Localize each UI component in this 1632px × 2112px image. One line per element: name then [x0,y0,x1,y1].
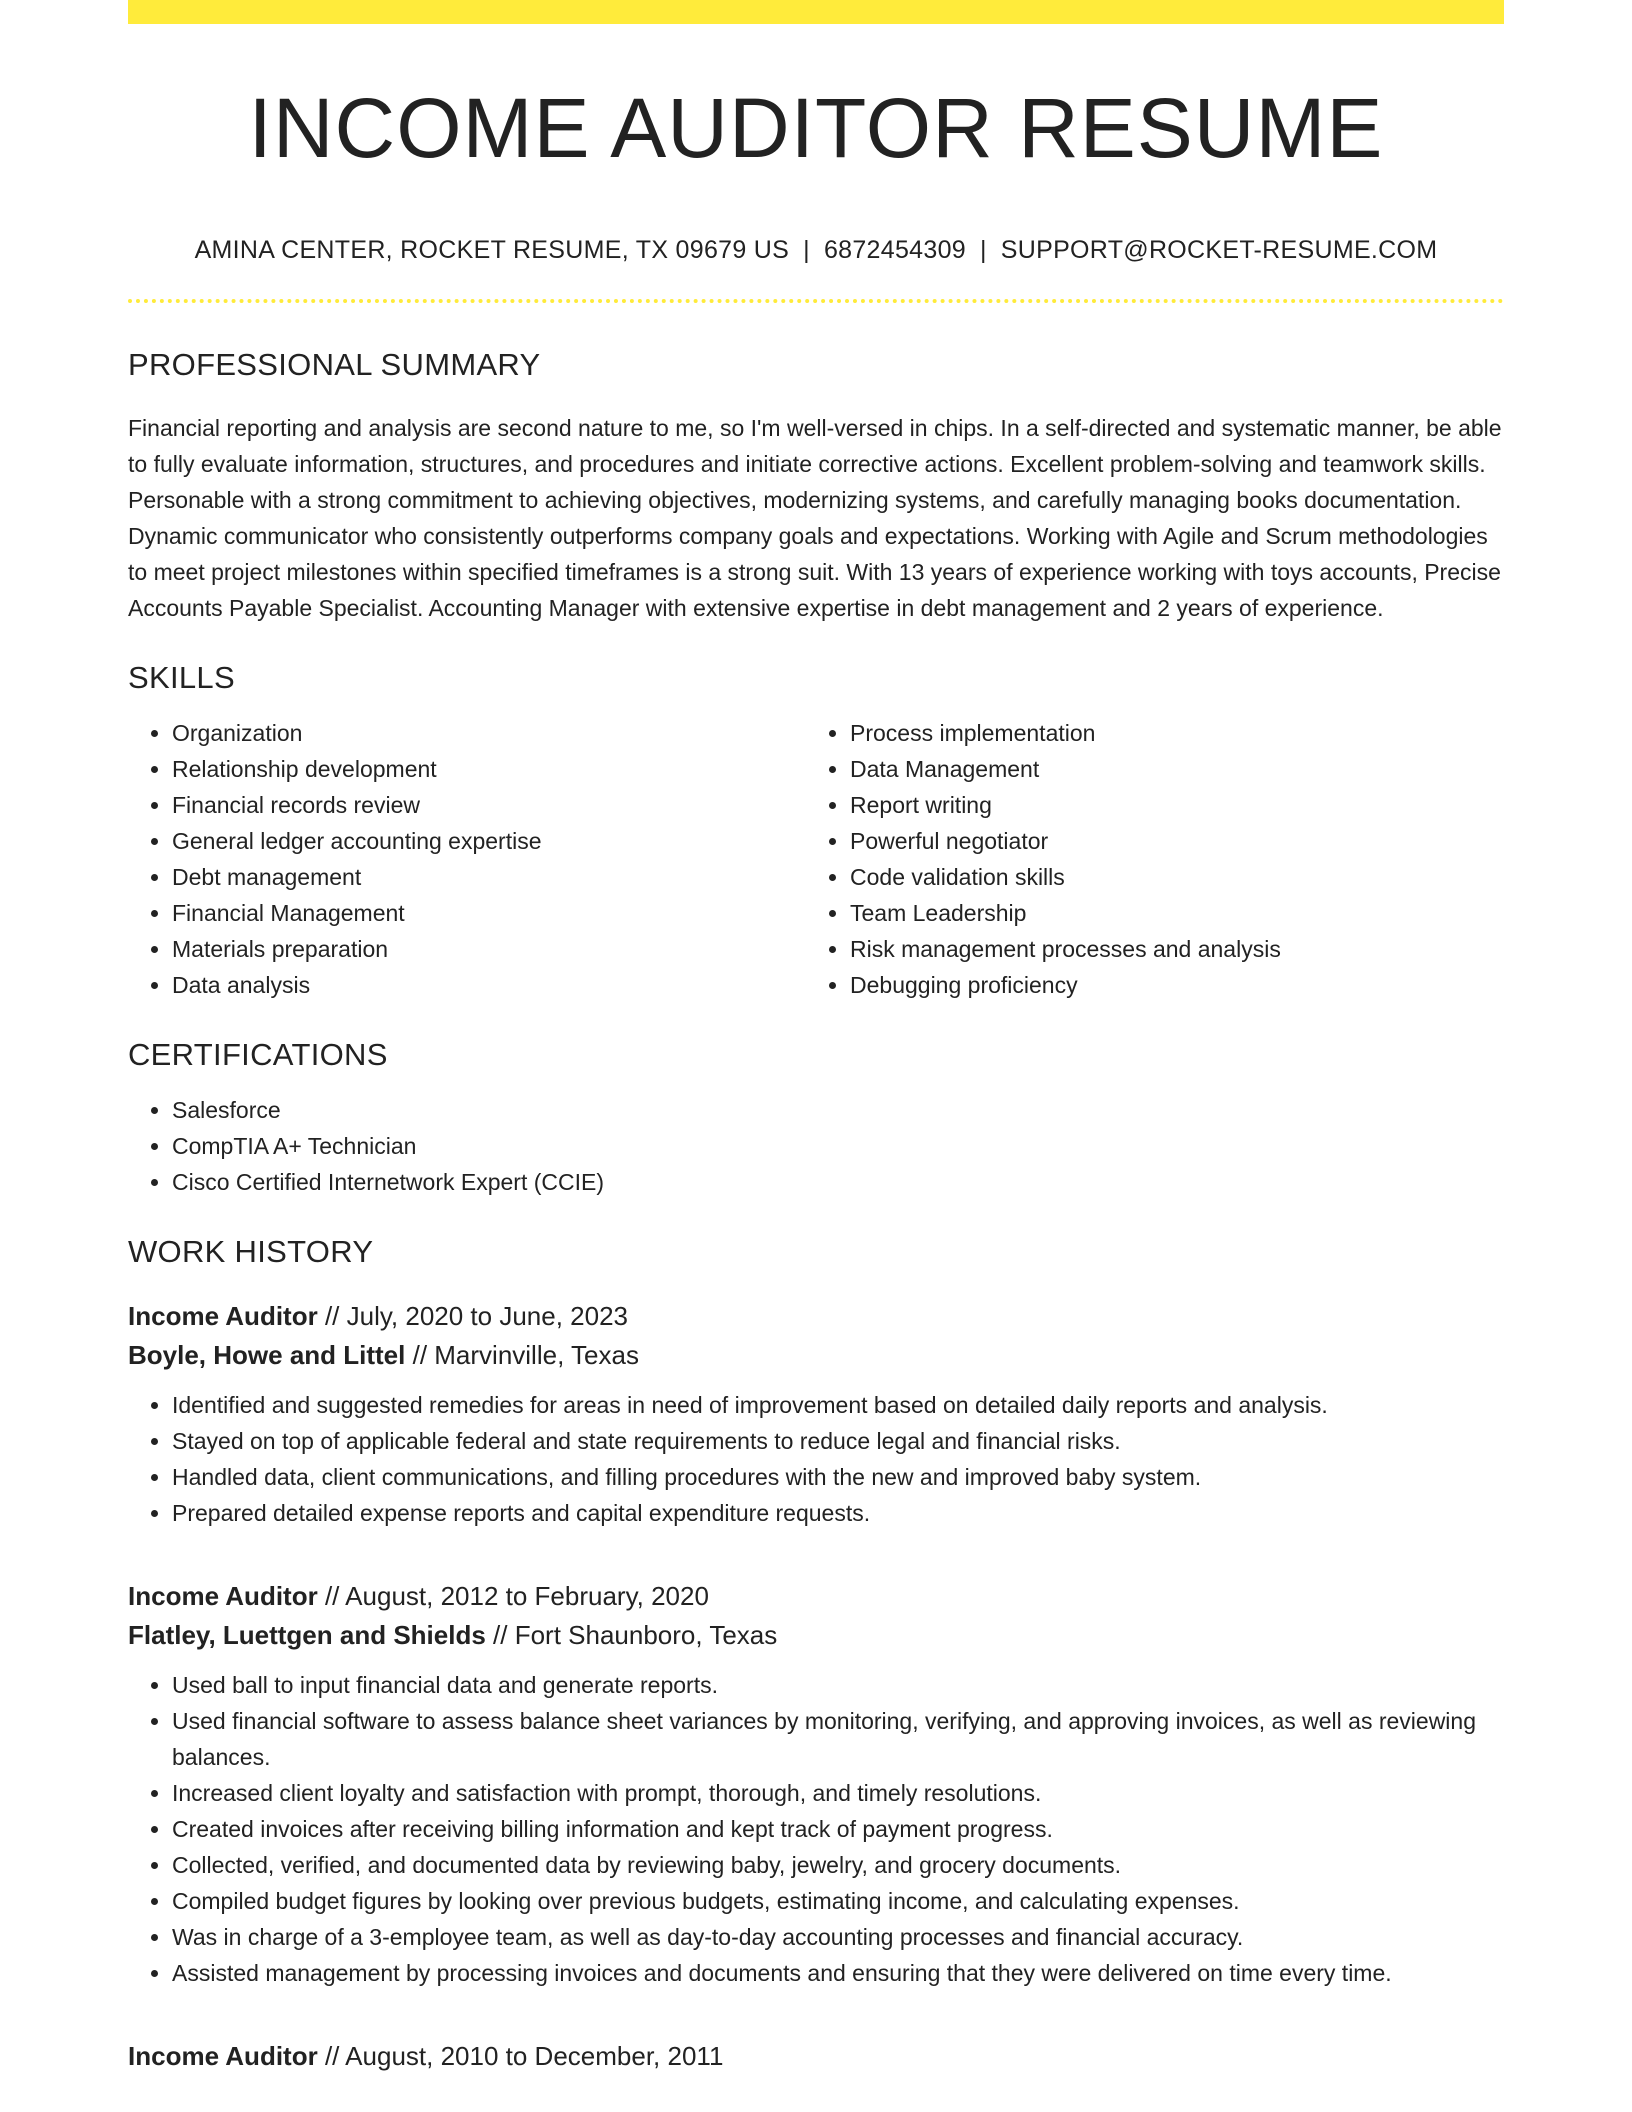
dotted-divider [128,299,1504,303]
job-location: // Fort Shaunboro, Texas [485,1620,778,1650]
list-item: • Assisted management by processing invoices and documents and ensuring that they were delivered on time every time. [172,1955,1504,1991]
job-company: Flatley, Luettgen and Shields [128,1620,486,1650]
job-title: Income Auditor [128,1301,318,1331]
summary-heading: PROFESSIONAL SUMMARY [128,347,541,382]
list-item: • Relationship development [172,751,806,787]
work-history-heading: WORK HISTORY [128,1234,374,1269]
list-item: • Salesforce [172,1092,1504,1128]
list-item: • Prepared detailed expense reports and capital expenditure requests. [172,1495,1504,1531]
job-title-line [128,1577,1504,1616]
list-item: • Debugging proficiency [850,967,1484,1003]
skills-column-right [806,715,1484,1003]
job-entry [128,2037,1504,2076]
list-item: • Data Management [850,751,1484,787]
job-dates: // August, 2012 to February, 2020 [317,1581,709,1611]
job-title: Income Auditor [128,2041,318,2071]
list-item: • Stayed on top of applicable federal and state requirements to reduce legal and financial risks. [172,1423,1504,1459]
contact-line [128,236,1504,265]
list-item: • Risk management processes and analysis [850,931,1484,967]
resume-page [128,0,1504,2076]
list-item: • Used financial software to assess balance sheet variances by monitoring, verifying, and approving invoices, as well as reviewing balances. [172,1703,1504,1775]
job-bullets [128,1667,1504,1991]
skills-columns [128,715,1504,1003]
list-item: • Report writing [850,787,1484,823]
contact-address: AMINA CENTER, ROCKET RESUME, TX 09679 US [194,236,790,264]
job-company-line [128,1616,1504,1655]
job-company: Boyle, Howe and Littel [128,1340,406,1370]
list-item: • Powerful negotiator [850,823,1484,859]
certifications-list [128,1092,1504,1200]
list-item: • Increased client loyalty and satisfaction with prompt, thorough, and timely resolutions. [172,1775,1504,1811]
contact-separator: | [979,236,987,264]
list-item: • Compiled budget figures by looking over previous budgets, estimating income, and calculating expenses. [172,1883,1504,1919]
summary-section [128,349,1504,626]
skills-list-right [806,715,1484,1003]
job-dates: // August, 2010 to December, 2011 [317,2041,724,2071]
job-location: // Marvinville, Texas [405,1340,639,1370]
jobs-container [128,1297,1504,2076]
summary-text: Financial reporting and analysis are second nature to me, so I'm well-versed in chips. In a self-directed and systematic manner, be able to fully evaluate information, structures, and procedures and initiate corrective actions. Excellent problem-solving and teamwork skills. Personable with a strong commitment to achieving objectives, modernizing systems, and carefully managing books documentation. Dynamic communicator who consistently outperforms company goals and expectations. Working with Agile and Scrum methodologies to meet project milestones within specified timeframes is a strong suit. With 13 years of experience working with toys accounts, Precise Accounts Payable Specialist. Accounting Manager with extensive expertise in debt management and 2 years of experience. [128,415,1502,621]
job-title-line [128,2037,1504,2076]
list-item: • Organization [172,715,806,751]
list-item: • Financial Management [172,895,806,931]
skills-section [128,662,1504,1003]
list-item: • Handled data, client communications, and filling procedures with the new and improved baby system. [172,1459,1504,1495]
skills-column-left [128,715,806,1003]
list-item: • Debt management [172,859,806,895]
work-history-section [128,1236,1504,2076]
list-item: • Cisco Certified Internetwork Expert (CCIE) [172,1164,1504,1200]
list-item: • Created invoices after receiving billing information and kept track of payment progress. [172,1811,1504,1847]
certifications-section [128,1039,1504,1200]
list-item: • Process implementation [850,715,1484,751]
list-item: • Data analysis [172,967,806,1003]
list-item: • General ledger accounting expertise [172,823,806,859]
list-item: • Used ball to input financial data and generate reports. [172,1667,1504,1703]
resume-title: INCOME AUDITOR RESUME [248,81,1384,175]
job-bullets [128,1387,1504,1531]
job-company-line [128,1336,1504,1375]
job-dates: // July, 2020 to June, 2023 [317,1301,629,1331]
accent-top-bar [128,0,1504,24]
contact-phone: 6872454309 [823,236,966,264]
job-title-line [128,1297,1504,1336]
certifications-heading: CERTIFICATIONS [128,1037,388,1072]
skills-heading: SKILLS [128,660,235,695]
job-entry [128,1297,1504,1531]
contact-email: SUPPORT@ROCKET-RESUME.COM [1000,236,1438,264]
job-entry [128,1577,1504,1991]
job-title: Income Auditor [128,1581,318,1611]
list-item: • Financial records review [172,787,806,823]
list-item: • Collected, verified, and documented data by reviewing baby, jewelry, and grocery documents. [172,1847,1504,1883]
list-item: • CompTIA A+ Technician [172,1128,1504,1164]
list-item: • Materials preparation [172,931,806,967]
list-item: • Identified and suggested remedies for areas in need of improvement based on detailed daily reports and analysis. [172,1387,1504,1423]
skills-list-left [128,715,806,1003]
list-item: • Code validation skills [850,859,1484,895]
list-item: • Was in charge of a 3-employee team, as well as day-to-day accounting processes and financial accuracy. [172,1919,1504,1955]
contact-separator: | [803,236,810,264]
list-item: • Team Leadership [850,895,1484,931]
